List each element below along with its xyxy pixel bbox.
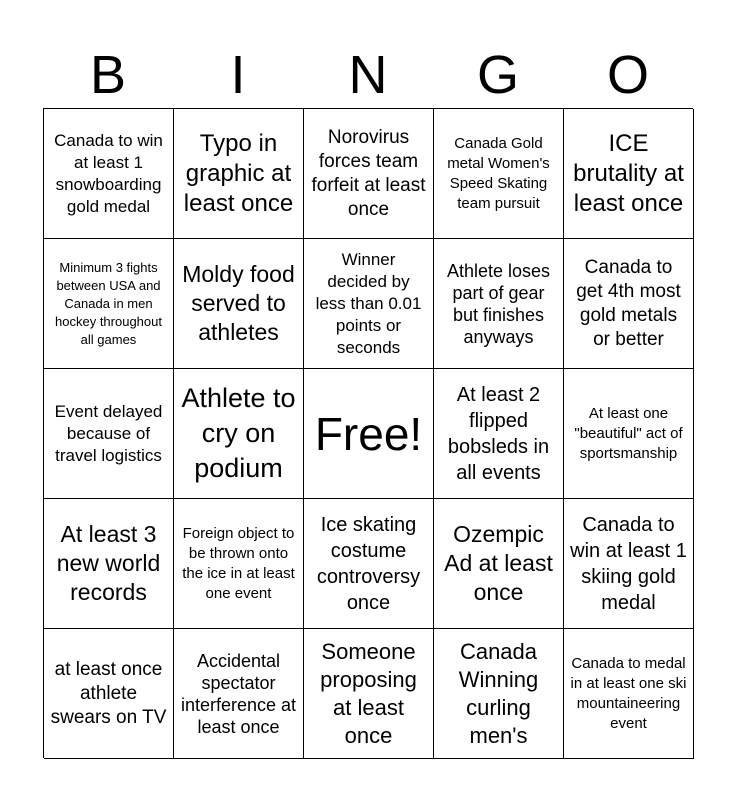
cell-text: Canada to get 4th most gold metals or better (576, 256, 681, 350)
header-letter-o: O (606, 45, 649, 105)
bingo-cell[interactable] (304, 629, 434, 759)
cell-text: Foreign object to be thrown onto the ice in at least one event (182, 524, 295, 602)
bingo-cell[interactable] (304, 109, 434, 239)
bingo-cell[interactable] (44, 629, 174, 759)
bingo-cell[interactable] (44, 109, 174, 239)
cell-text: Someone proposing at least once (320, 638, 417, 748)
free-space[interactable] (304, 369, 434, 499)
bingo-cell[interactable] (434, 369, 564, 499)
cell-text: At least 2 flipped bobsleds in all events (447, 383, 550, 484)
header-letter-i: I (230, 45, 246, 105)
bingo-cell[interactable] (564, 239, 694, 369)
bingo-cell[interactable] (564, 109, 694, 239)
bingo-cell[interactable] (174, 499, 304, 629)
bingo-cell[interactable] (564, 499, 694, 629)
header-letter-n: N (348, 45, 388, 105)
cell-text: Canada Winning curling men's (458, 638, 539, 748)
bingo-cell[interactable] (434, 109, 564, 239)
free-space-text: Free! (314, 407, 423, 460)
cell-text: At least one "beautiful" act of sportsmanship (574, 404, 683, 462)
cell-text: Accidental spectator interference at least once (180, 650, 297, 737)
cell-text: Event delayed because of travel logistics (54, 401, 163, 465)
cell-text: Athlete loses part of gear but finishes anyways (446, 260, 551, 347)
cell-text: Ice skating costume controversy once (316, 513, 421, 614)
bingo-cell[interactable] (174, 629, 304, 759)
bingo-cell[interactable] (434, 629, 564, 759)
cell-text: Ozempic Ad at least once (444, 521, 553, 605)
header-letter-g: G (476, 45, 519, 105)
bingo-cell[interactable] (174, 109, 304, 239)
cell-text: Canada to win at least 1 skiing gold medal (570, 513, 687, 614)
cell-text: Norovirus forces team forfeit at least once (311, 126, 426, 220)
bingo-cell[interactable] (304, 239, 434, 369)
bingo-cell[interactable] (564, 629, 694, 759)
bingo-cell[interactable] (434, 239, 564, 369)
bingo-cell[interactable] (304, 499, 434, 629)
cell-text: Canada to medal in at least one ski mountaineering event (570, 654, 687, 732)
cell-text: Typo in graphic at least once (183, 129, 294, 217)
bingo-header (43, 42, 693, 108)
cell-text: Winner decided by less than 0.01 points or seconds (315, 249, 422, 357)
bingo-cell[interactable] (44, 369, 174, 499)
cell-text: Canada to win at least 1 snowboarding gold medal (54, 130, 163, 216)
bingo-cell[interactable] (174, 239, 304, 369)
bingo-card-grid (43, 108, 693, 758)
bingo-cell[interactable] (44, 499, 174, 629)
bingo-cell[interactable] (434, 499, 564, 629)
cell-text: Moldy food served to athletes (182, 261, 295, 345)
bingo-cell[interactable] (174, 369, 304, 499)
header-letter-b: B (89, 45, 127, 105)
bingo-cell[interactable] (564, 369, 694, 499)
bingo-cell[interactable] (44, 239, 174, 369)
cell-text: at least once athlete swears on TV (50, 658, 167, 728)
cell-text: Minimum 3 fights between USA and Canada in men hockey throughout all games (55, 259, 162, 347)
cell-text: At least 3 new world records (56, 521, 161, 605)
cell-text: ICE brutality at least once (573, 129, 684, 217)
cell-text: Canada Gold metal Women's Speed Skating team pursuit (447, 134, 550, 212)
cell-text: Athlete to cry on podium (181, 383, 296, 483)
